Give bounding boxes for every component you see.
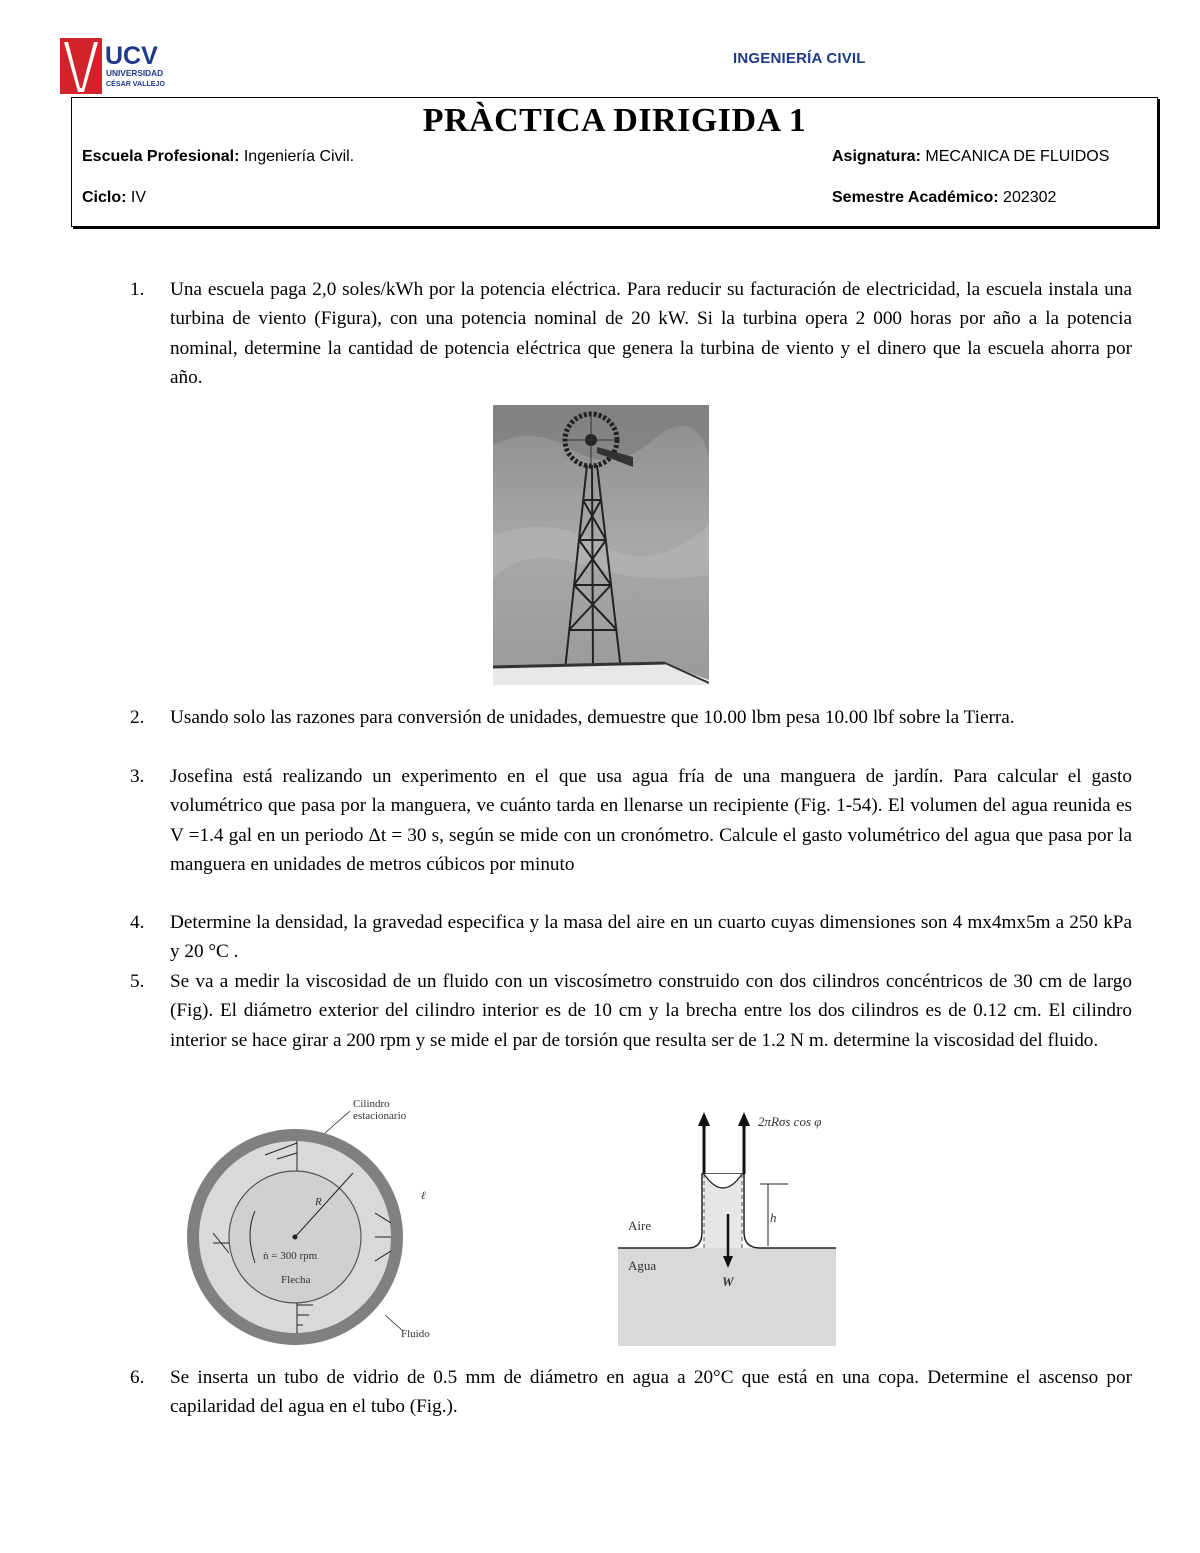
label-length: ℓ — [421, 1190, 426, 1202]
label-cylinder: Cilindro — [353, 1098, 390, 1110]
question-number: 5. — [130, 971, 145, 992]
label-speed: ṅ = 300 rpm — [263, 1250, 318, 1262]
label-water: Agua — [628, 1258, 657, 1273]
school-field — [82, 148, 354, 166]
label-force: 2πRσs cos φ — [758, 1114, 822, 1129]
logo-text: UCV — [105, 42, 158, 70]
label-weight: W — [722, 1274, 734, 1289]
label-stationary: estacionario — [353, 1110, 407, 1122]
label-height: h — [770, 1210, 777, 1225]
viscometer-figure — [185, 1093, 455, 1353]
question-item — [130, 1363, 1132, 1422]
question-number: 2. — [130, 707, 145, 728]
ucv-logo — [60, 38, 178, 94]
cycle-value: IV — [130, 189, 147, 206]
question-text: Determine la densidad, la gravedad especifica y la masa del aire en un cuarto cuyas dimensiones son 4 mx4mx5m a 250 kPa y 20 °C . — [170, 912, 1132, 963]
capillary-figure — [618, 1110, 858, 1346]
subject-value: MECANICA DE FLUIDOS — [925, 148, 1110, 165]
windmill-photo — [493, 405, 709, 685]
question-number: 6. — [130, 1367, 145, 1388]
department-label: INGENIERÍA CIVIL — [733, 50, 866, 67]
question-item — [130, 908, 1132, 967]
subject-field — [832, 148, 1109, 166]
subject-label: Asignatura: — [832, 148, 921, 165]
question-number: 3. — [130, 766, 145, 787]
question-number: 4. — [130, 912, 145, 933]
question-item — [130, 275, 1132, 392]
question-item — [130, 967, 1132, 1055]
label-fluid: Fluido — [401, 1328, 430, 1340]
school-value: Ingeniería Civil. — [243, 148, 355, 165]
page-title: PRÀCTICA DIRIGIDA 1 — [422, 102, 807, 139]
school-label: Escuela Profesional: — [82, 148, 240, 165]
label-shaft: Flecha — [281, 1274, 311, 1286]
logo-sub1: UNIVERSIDAD — [106, 68, 164, 78]
cycle-field — [82, 189, 146, 207]
question-text: Una escuela paga 2,0 soles/kWh por la potencia eléctrica. Para reducir su facturación de electricidad, la escuela instala una turbina de viento (Figura), con una potencia nominal de 20 kW. Si la turbina opera 2 000 horas por año a la potencia nominal, determine la cantidad de potencia eléctrica que genera la turbina de viento y el dinero que la escuela ahorra por año. — [170, 279, 1132, 388]
semester-value: 202302 — [1003, 189, 1057, 206]
question-item — [130, 703, 1132, 732]
semester-label: Semestre Académico: — [832, 189, 999, 206]
cycle-label: Ciclo: — [82, 189, 127, 206]
header-box — [71, 97, 1158, 227]
question-text: Se inserta un tubo de vidrio de 0.5 mm de diámetro en agua a 20°C que está en una copa. Determine el ascenso por capilaridad del agua en el tubo (Fig.). — [170, 1367, 1132, 1418]
label-air: Aire — [628, 1218, 652, 1233]
question-text: Usando solo las razones para conversión de unidades, demuestre que 10.00 lbm pesa 10.00 lbf sobre la Tierra. — [170, 707, 1015, 728]
question-text: Se va a medir la viscosidad de un fluido con un viscosímetro construido con dos cilindros concéntricos de 30 cm de largo (Fig). El diámetro exterior del cilindro interior es de 10 cm y la brecha entre los dos cilindros es de 0.12 cm. El cilindro interior se hace girar a 200 rpm y se mide el par de torsión que resulta ser de 1.2 N m. determine la viscosidad del fluido. — [170, 971, 1132, 1051]
question-item — [130, 762, 1132, 879]
logo-sub2: CÉSAR VALLEJO — [106, 80, 165, 88]
question-text: Josefina está realizando un experimento en el que usa agua fría de una manguera de jardín. Para calcular el gasto volumétrico que pasa por la manguera, ve cuánto tarda en llenarse un recipiente (Fig. 1-54). El volumen del agua reunida es V =1.4 gal en un periodo Δt = 30 s, según se mide con un cronómetro. Calcule el gasto volumétrico del agua que pasa por la manguera en unidades de metros cúbicos por minuto — [170, 766, 1132, 875]
semester-field — [832, 189, 1056, 207]
label-radius: R — [315, 1196, 322, 1208]
question-number: 1. — [130, 279, 145, 300]
